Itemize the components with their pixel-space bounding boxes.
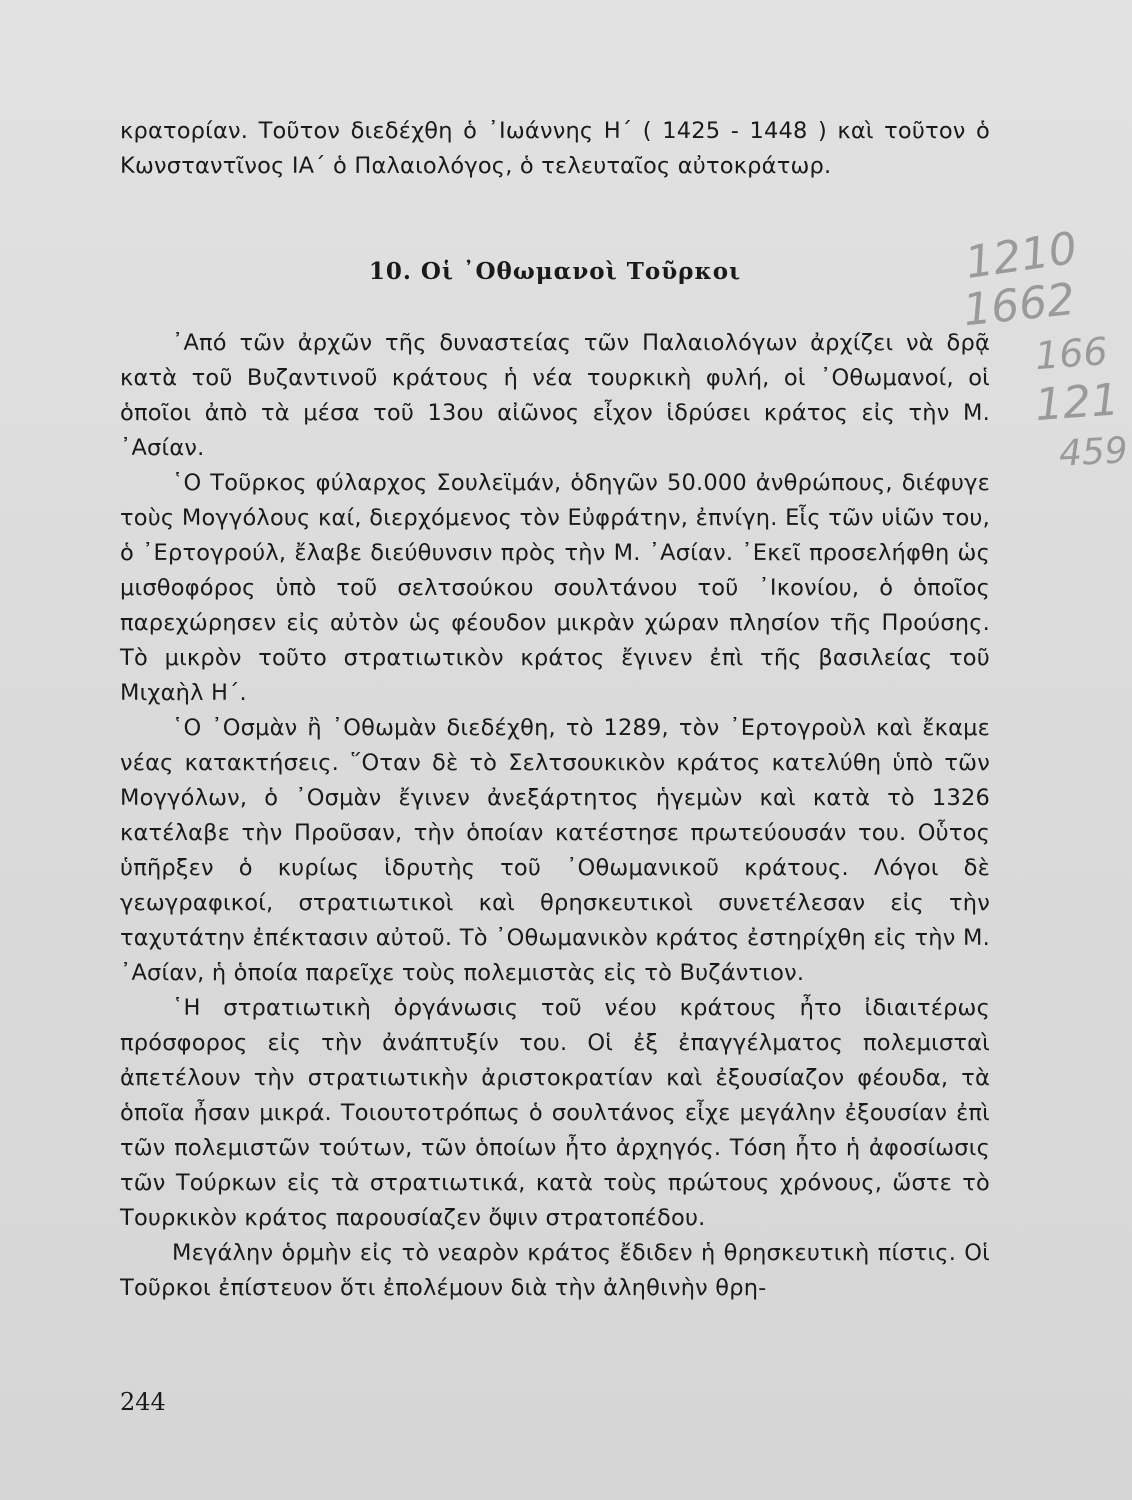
margin-note: 166 [1033, 329, 1109, 379]
margin-note: 1662 [960, 273, 1078, 337]
page-number: 244 [120, 1388, 166, 1416]
paragraph-2: ῾Ο Τοῦρκος φύλαρχος Σουλεϊμάν, ὁδηγῶν 50.000 ἀνθρώπους, διέφυγε τοὺς Μογγόλους καί, διερχόμενος τὸν Εὐφράτην, ἐπνίγη. Εἷς τῶν υἱῶν του, ὁ ᾿Ερτογρούλ, ἔλαβε διεύθυνσιν πρὸς τὴν Μ. ᾿Ασίαν. ᾿Εκεῖ προσελήφθη ὡς μισθοφόρος ὑπὸ τοῦ σελτσούκου σουλτάνου τοῦ ᾿Ικονίου, ὁ ὁποῖος παρεχώρησεν εἰς αὐτὸν ὡς φέουδον μικρὰν χώραν πλησίον τῆς Προύσης. Τὸ μικρὸν τοῦτο στρατιωτικὸν κράτος ἔγινεν ἐπὶ τῆς βασιλείας τοῦ Μιχαὴλ Η΄. [120, 470, 990, 706]
section-heading: 10. Οἱ ᾿Οθωμανοὶ Τοῦρκοι [368, 258, 742, 285]
paragraph-3: ῾Ο ᾿Οσμὰν ἢ ᾿Οθωμὰν διεδέχθη, τὸ 1289, τὸν ᾿Ερτογροὺλ καὶ ἔκαμε νέας κατακτήσεις. ῞Οταν δὲ τὸ Σελτσουκικὸν κράτος κατελύθη ὑπὸ τῶν Μογγόλων, ὁ ᾿Οσμὰν ἔγινεν ἀνεξάρτητος ἡγεμὼν καὶ κατὰ τὸ 1326 κατέλαβε τὴν Προῦσαν, τὴν ὁποίαν κατέστησε πρωτεύουσάν του. Οὗτος ὑπῆρξεν ὁ κυρίως ἱδρυτὴς τοῦ ᾿Οθωμανικοῦ κράτους. Λόγοι δὲ γεωγραφικοί, στρατιωτικοὶ καὶ θρησκευτικοὶ συνετέλεσαν εἰς τὴν ταχυτάτην ἐπέκτασιν αὐτοῦ. Τὸ ᾿Οθωμανικὸν κράτος ἐστηρίχθη εἰς τὴν Μ. ᾿Ασίαν, ἡ ὁποία παρεῖχε τοὺς πολεμιστὰς εἰς τὸ Βυζάντιον. [120, 715, 990, 986]
margin-note: 121 [1033, 374, 1121, 432]
text-top [120, 114, 990, 184]
margin-note: 1210 [962, 222, 1081, 289]
text-main [120, 326, 990, 1306]
paragraph-5: Μεγάλην ὁρμὴν εἰς τὸ νεαρὸν κράτος ἔδιδεν ἡ θρησκευτικὴ πίστις. Οἱ Τοῦρκοι ἐπίστευον ὅτι ἐπολέμουν διὰ τὴν ἀληθινὴν θρη- [120, 1240, 990, 1301]
paragraph-1: ᾿Από τῶν ἀρχῶν τῆς δυναστείας τῶν Παλαιολόγων ἀρχίζει νὰ δρᾷ κατὰ τοῦ Βυζαντινοῦ κράτους ἡ νέα τουρκικὴ φυλή, οἱ ᾿Οθωμανοί, οἱ ὁποῖοι ἀπὸ τὰ μέσα τοῦ 13ου αἰῶνος εἶχον ἱδρύσει κράτος εἰς τὴν Μ. ᾿Ασίαν. [120, 330, 990, 461]
paragraph-4: ῾Η στρατιωτικὴ ὀργάνωσις τοῦ νέου κράτους ἦτο ἰδιαιτέρως πρόσφορος εἰς τὴν ἀνάπτυξίν του. Οἱ ἐξ ἐπαγγέλματος πολεμισταὶ ἀπετέλουν τὴν στρατιωτικὴν ἀριστοκρατίαν καὶ ἐξουσίαζον φέουδα, τὰ ὁποῖα ἦσαν μικρά. Τοιουτοτρόπως ὁ σουλτάνος εἶχε μεγάλην ἐξουσίαν ἐπὶ τῶν πολεμιστῶν τούτων, τῶν ὁποίων ἦτο ἀρχηγός. Τόση ἦτο ἡ ἀφοσίωσις τῶν Τούρκων εἰς τὰ στρατιωτικά, κατὰ τοὺς πρώτους χρόνους, ὥστε τὸ Τουρκικὸν κράτος παρουσίαζεν ὄψιν στρατοπέδου. [120, 995, 990, 1231]
margin-note: 459 [1057, 430, 1129, 475]
paragraph-continued: κρατορίαν. Τοῦτον διεδέχθη ὁ ᾿Ιωάννης Η΄ ( 1425 - 1448 ) καὶ τοῦτον ὁ Κωνσταντῖνος ΙΑ΄ ὁ Παλαιολόγος, ὁ τελευταῖος αὐτοκράτωρ. [120, 118, 990, 179]
